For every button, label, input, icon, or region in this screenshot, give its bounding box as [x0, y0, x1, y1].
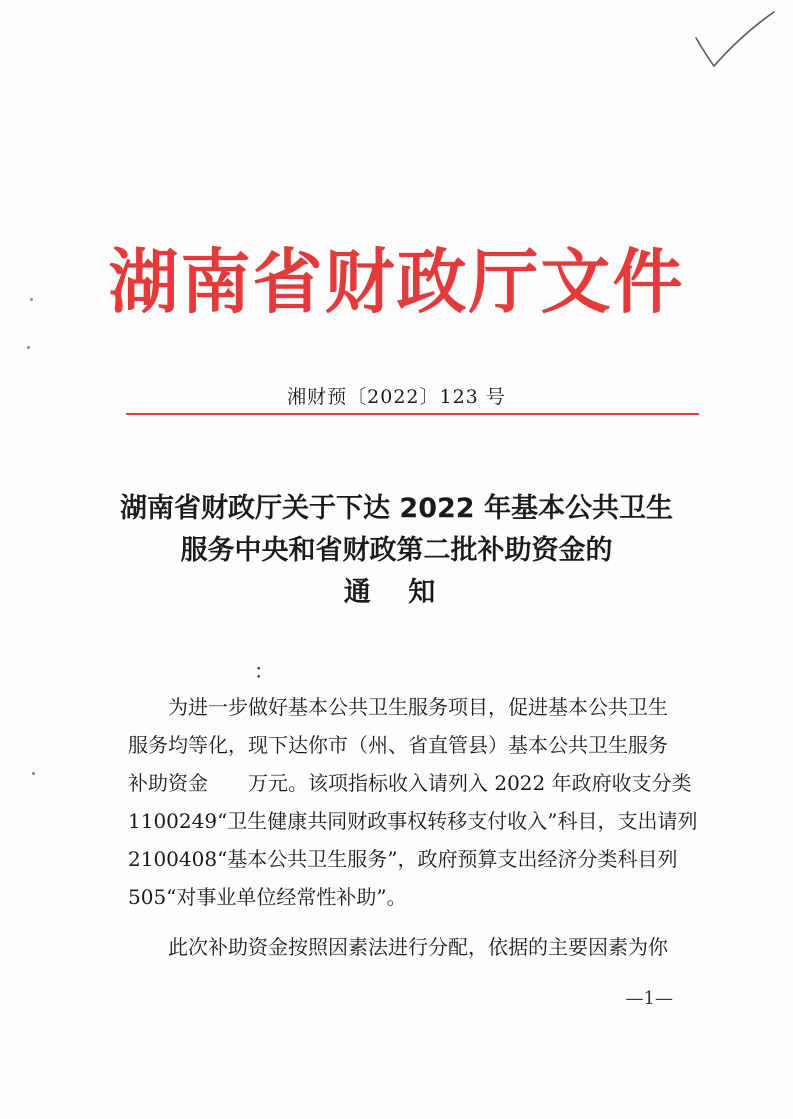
check-mark-icon — [690, 8, 780, 78]
body-text — [128, 688, 698, 966]
text-line: 此次补助资金按照因素法进行分配，依据的主要因素为你 — [168, 935, 668, 959]
text-line: 补助资金 万元。该项指标收入请列入 2022 年政府收支分类 — [128, 771, 692, 795]
document-number: 湘财预〔2022〕123 号 — [287, 386, 506, 408]
paragraph-2 — [128, 928, 688, 966]
text-line: 1100249“卫生健康共同财政事权转移支付收入”科目，支出请列 — [128, 809, 698, 833]
text-line: 2100408“基本公共卫生服务”，政府预算支出经济分类科目列 — [128, 847, 678, 871]
scan-speck — [32, 772, 35, 775]
paragraph-1 — [128, 688, 698, 916]
red-divider-line — [126, 413, 699, 415]
scan-speck — [27, 346, 30, 349]
notice-title-line: 通 知 — [343, 577, 450, 608]
notice-title-line: 湖南省财政厅关于下达 2022 年基本公共卫生 — [120, 493, 673, 524]
notice-title-line: 服务中央和省财政第二批补助资金的 — [180, 535, 613, 566]
salutation: ： — [254, 659, 274, 683]
page-number: —1— — [625, 988, 673, 1009]
document-header-title: 湖南省财政厅文件 — [108, 240, 685, 323]
notice-title — [100, 488, 693, 614]
text-line: 服务均等化，现下达你市（州、省直管县）基本公共卫生服务 — [128, 733, 668, 757]
text-line: 505“对事业单位经常性补助”。 — [128, 885, 407, 909]
text-line: 为进一步做好基本公共卫生服务项目，促进基本公共卫生 — [168, 695, 668, 719]
